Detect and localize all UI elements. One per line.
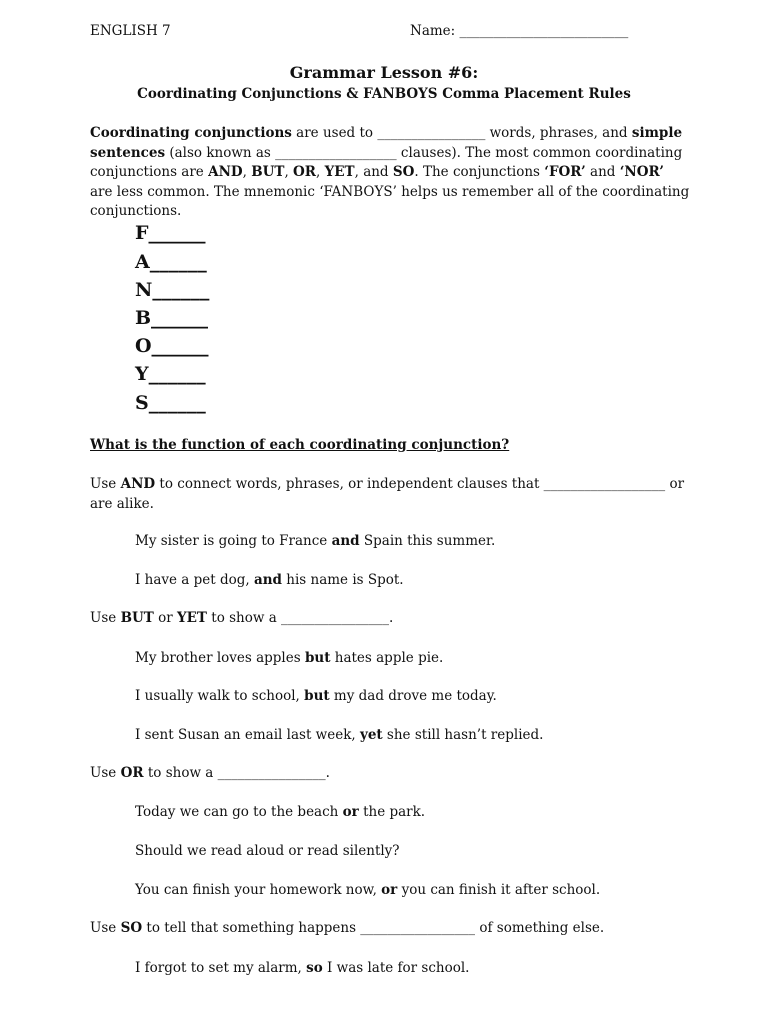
intro-term: Coordinating conjunctions <box>90 125 292 141</box>
and-example-1: My sister is going to France and Spain this summer. <box>135 533 496 549</box>
and-example-2: I have a pet dog, and his name is Spot. <box>135 572 404 588</box>
or-example-3: You can finish your homework now, or you can finish it after school. <box>135 882 601 898</box>
intro-paragraph: Coordinating conjunctions are used to ________________ words, phrases, and simple sentences (also known as __________________ clauses). The most common coordinating conjunctions are AND, BUT, OR, YET, and SO. The conjunctions ‘FOR’ and ‘NOR’ are less common. The mnemonic ‘FANBOYS’ helps us remember all of the coordinating conjunctions. <box>90 125 690 219</box>
but-example-1: My brother loves apples but hates apple pie. <box>135 650 444 666</box>
page-title: Grammar Lesson #6: <box>289 63 479 82</box>
fanboys-letter-n: N______ <box>135 279 210 301</box>
section-heading: What is the function of each coordinating conjunction? <box>90 437 510 453</box>
but-example-2: I usually walk to school, but my dad drove me today. <box>135 688 497 704</box>
fanboys-letter-a: A______ <box>135 251 207 273</box>
page-subtitle: Coordinating Conjunctions & FANBOYS Comma Placement Rules <box>137 86 631 102</box>
so-rule: Use SO to tell that something happens _________________ of something else. <box>90 920 605 936</box>
fanboys-letter-s: S______ <box>135 392 206 414</box>
so-example-1: I forgot to set my alarm, so I was late for school. <box>135 960 470 976</box>
fanboys-letter-f: F______ <box>135 222 206 244</box>
course-label: ENGLISH 7 <box>90 23 171 39</box>
yet-example-1: I sent Susan an email last week, yet she still hasn’t replied. <box>135 727 544 743</box>
but-yet-rule: Use BUT or YET to show a ________________. <box>90 610 394 626</box>
and-rule: Use AND to connect words, phrases, or independent clauses that __________________ or are alike. <box>90 476 685 512</box>
fanboys-letter-y: Y______ <box>135 363 206 385</box>
or-rule: Use OR to show a ________________. <box>90 765 330 781</box>
fanboys-letter-o: O______ <box>135 335 209 357</box>
name-field-label: Name: _________________________ <box>410 23 629 39</box>
or-example-1: Today we can go to the beach or the park. <box>135 804 426 820</box>
or-example-2: Should we read aloud or read silently? <box>135 843 400 859</box>
fanboys-letter-b: B______ <box>135 307 209 329</box>
